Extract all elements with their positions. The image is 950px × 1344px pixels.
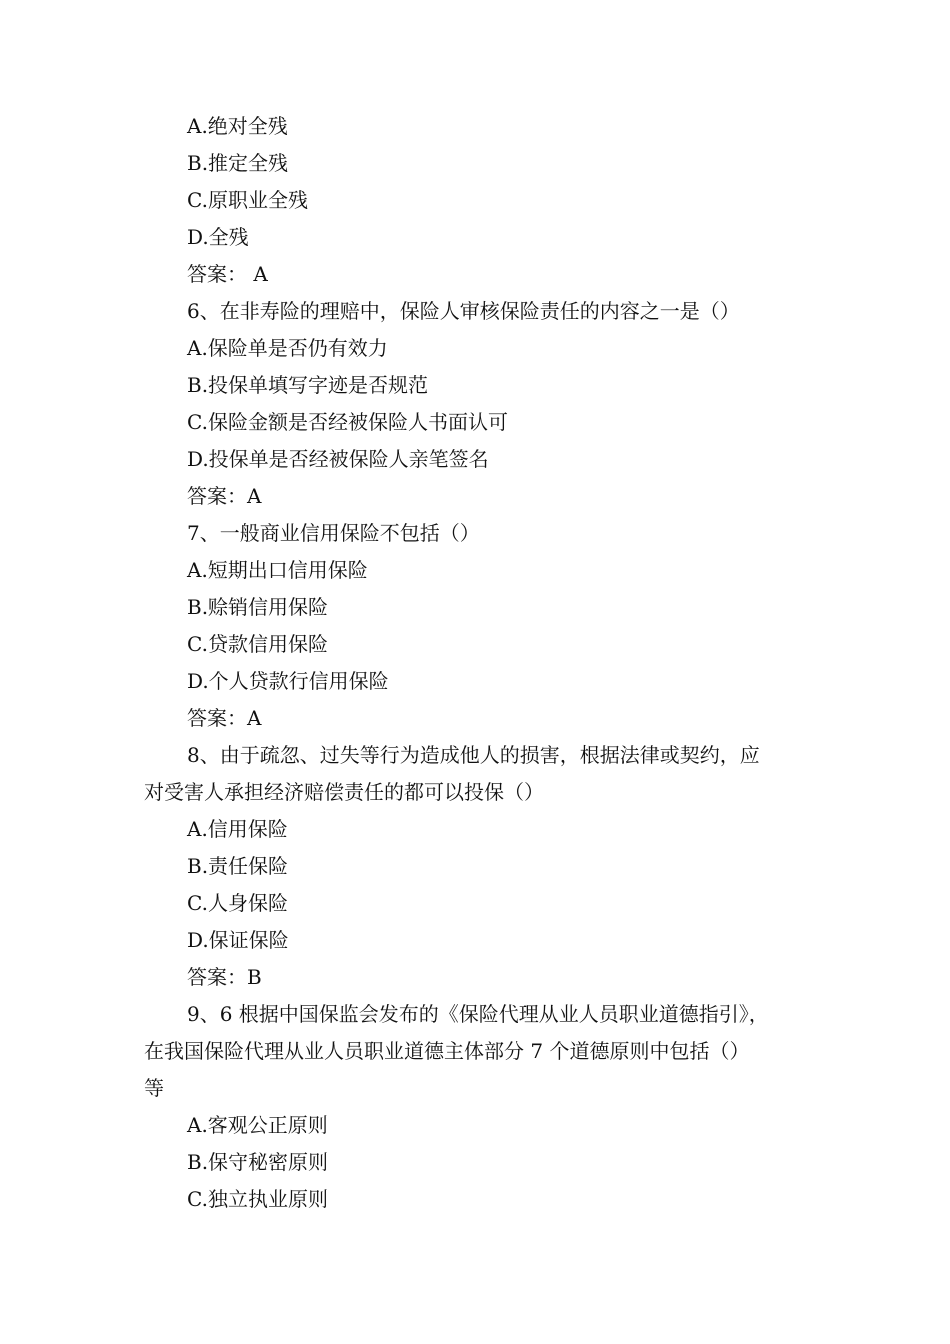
answer-q7: 答案：A xyxy=(187,706,262,730)
option-q9-a: A.客观公正原则 xyxy=(187,1113,328,1137)
option-q6-a: A.保险单是否仍有效力 xyxy=(187,336,388,360)
option-q9-c: C.独立执业原则 xyxy=(187,1187,328,1211)
question-8 xyxy=(144,737,824,811)
answer-q5: 答案： A xyxy=(187,262,268,286)
option-q8-c: C.人身保险 xyxy=(187,891,288,915)
answer-q6: 答案：A xyxy=(187,484,262,508)
option-q7-b: B.赊销信用保险 xyxy=(187,595,329,619)
question-9-line-3: 等 xyxy=(144,1076,164,1100)
option-q5-c: C.原职业全残 xyxy=(187,188,308,212)
question-9 xyxy=(144,996,824,1107)
question-7: 7、一般商业信用保险不包括（） xyxy=(187,521,480,545)
option-q8-d: D.保证保险 xyxy=(187,928,289,952)
option-q8-a: A.信用保险 xyxy=(187,817,288,841)
option-q9-b: B.保守秘密原则 xyxy=(187,1150,329,1174)
question-9-line-1: 9、6 根据中国保监会发布的《保险代理从业人员职业道德指引》， xyxy=(187,1002,769,1026)
option-q6-d: D.投保单是否经被保险人亲笔签名 xyxy=(187,447,489,471)
option-q5-a: A.绝对全残 xyxy=(187,114,288,138)
option-q7-c: C.贷款信用保险 xyxy=(187,632,328,656)
question-9-line-2: 在我国保险代理从业人员职业道德主体部分 7 个道德原则中包括（） xyxy=(144,1039,750,1063)
question-6: 6、在非寿险的理赔中，保险人审核保险责任的内容之一是（） xyxy=(187,299,740,323)
option-q6-b: B.投保单填写字迹是否规范 xyxy=(187,373,429,397)
option-q5-d: D.全残 xyxy=(187,225,249,249)
question-8-line-1: 8、由于疏忽、过失等行为造成他人的损害，根据法律或契约，应 xyxy=(187,743,760,767)
option-q8-b: B.责任保险 xyxy=(187,854,289,878)
option-q7-a: A.短期出口信用保险 xyxy=(187,558,368,582)
option-q6-c: C.保险金额是否经被保险人书面认可 xyxy=(187,410,508,434)
option-q7-d: D.个人贷款行信用保险 xyxy=(187,669,389,693)
question-8-line-2: 对受害人承担经济赔偿责任的都可以投保（） xyxy=(144,780,544,804)
document-body xyxy=(144,108,824,1218)
option-q5-b: B.推定全残 xyxy=(187,151,289,175)
answer-q8: 答案：B xyxy=(187,965,262,989)
